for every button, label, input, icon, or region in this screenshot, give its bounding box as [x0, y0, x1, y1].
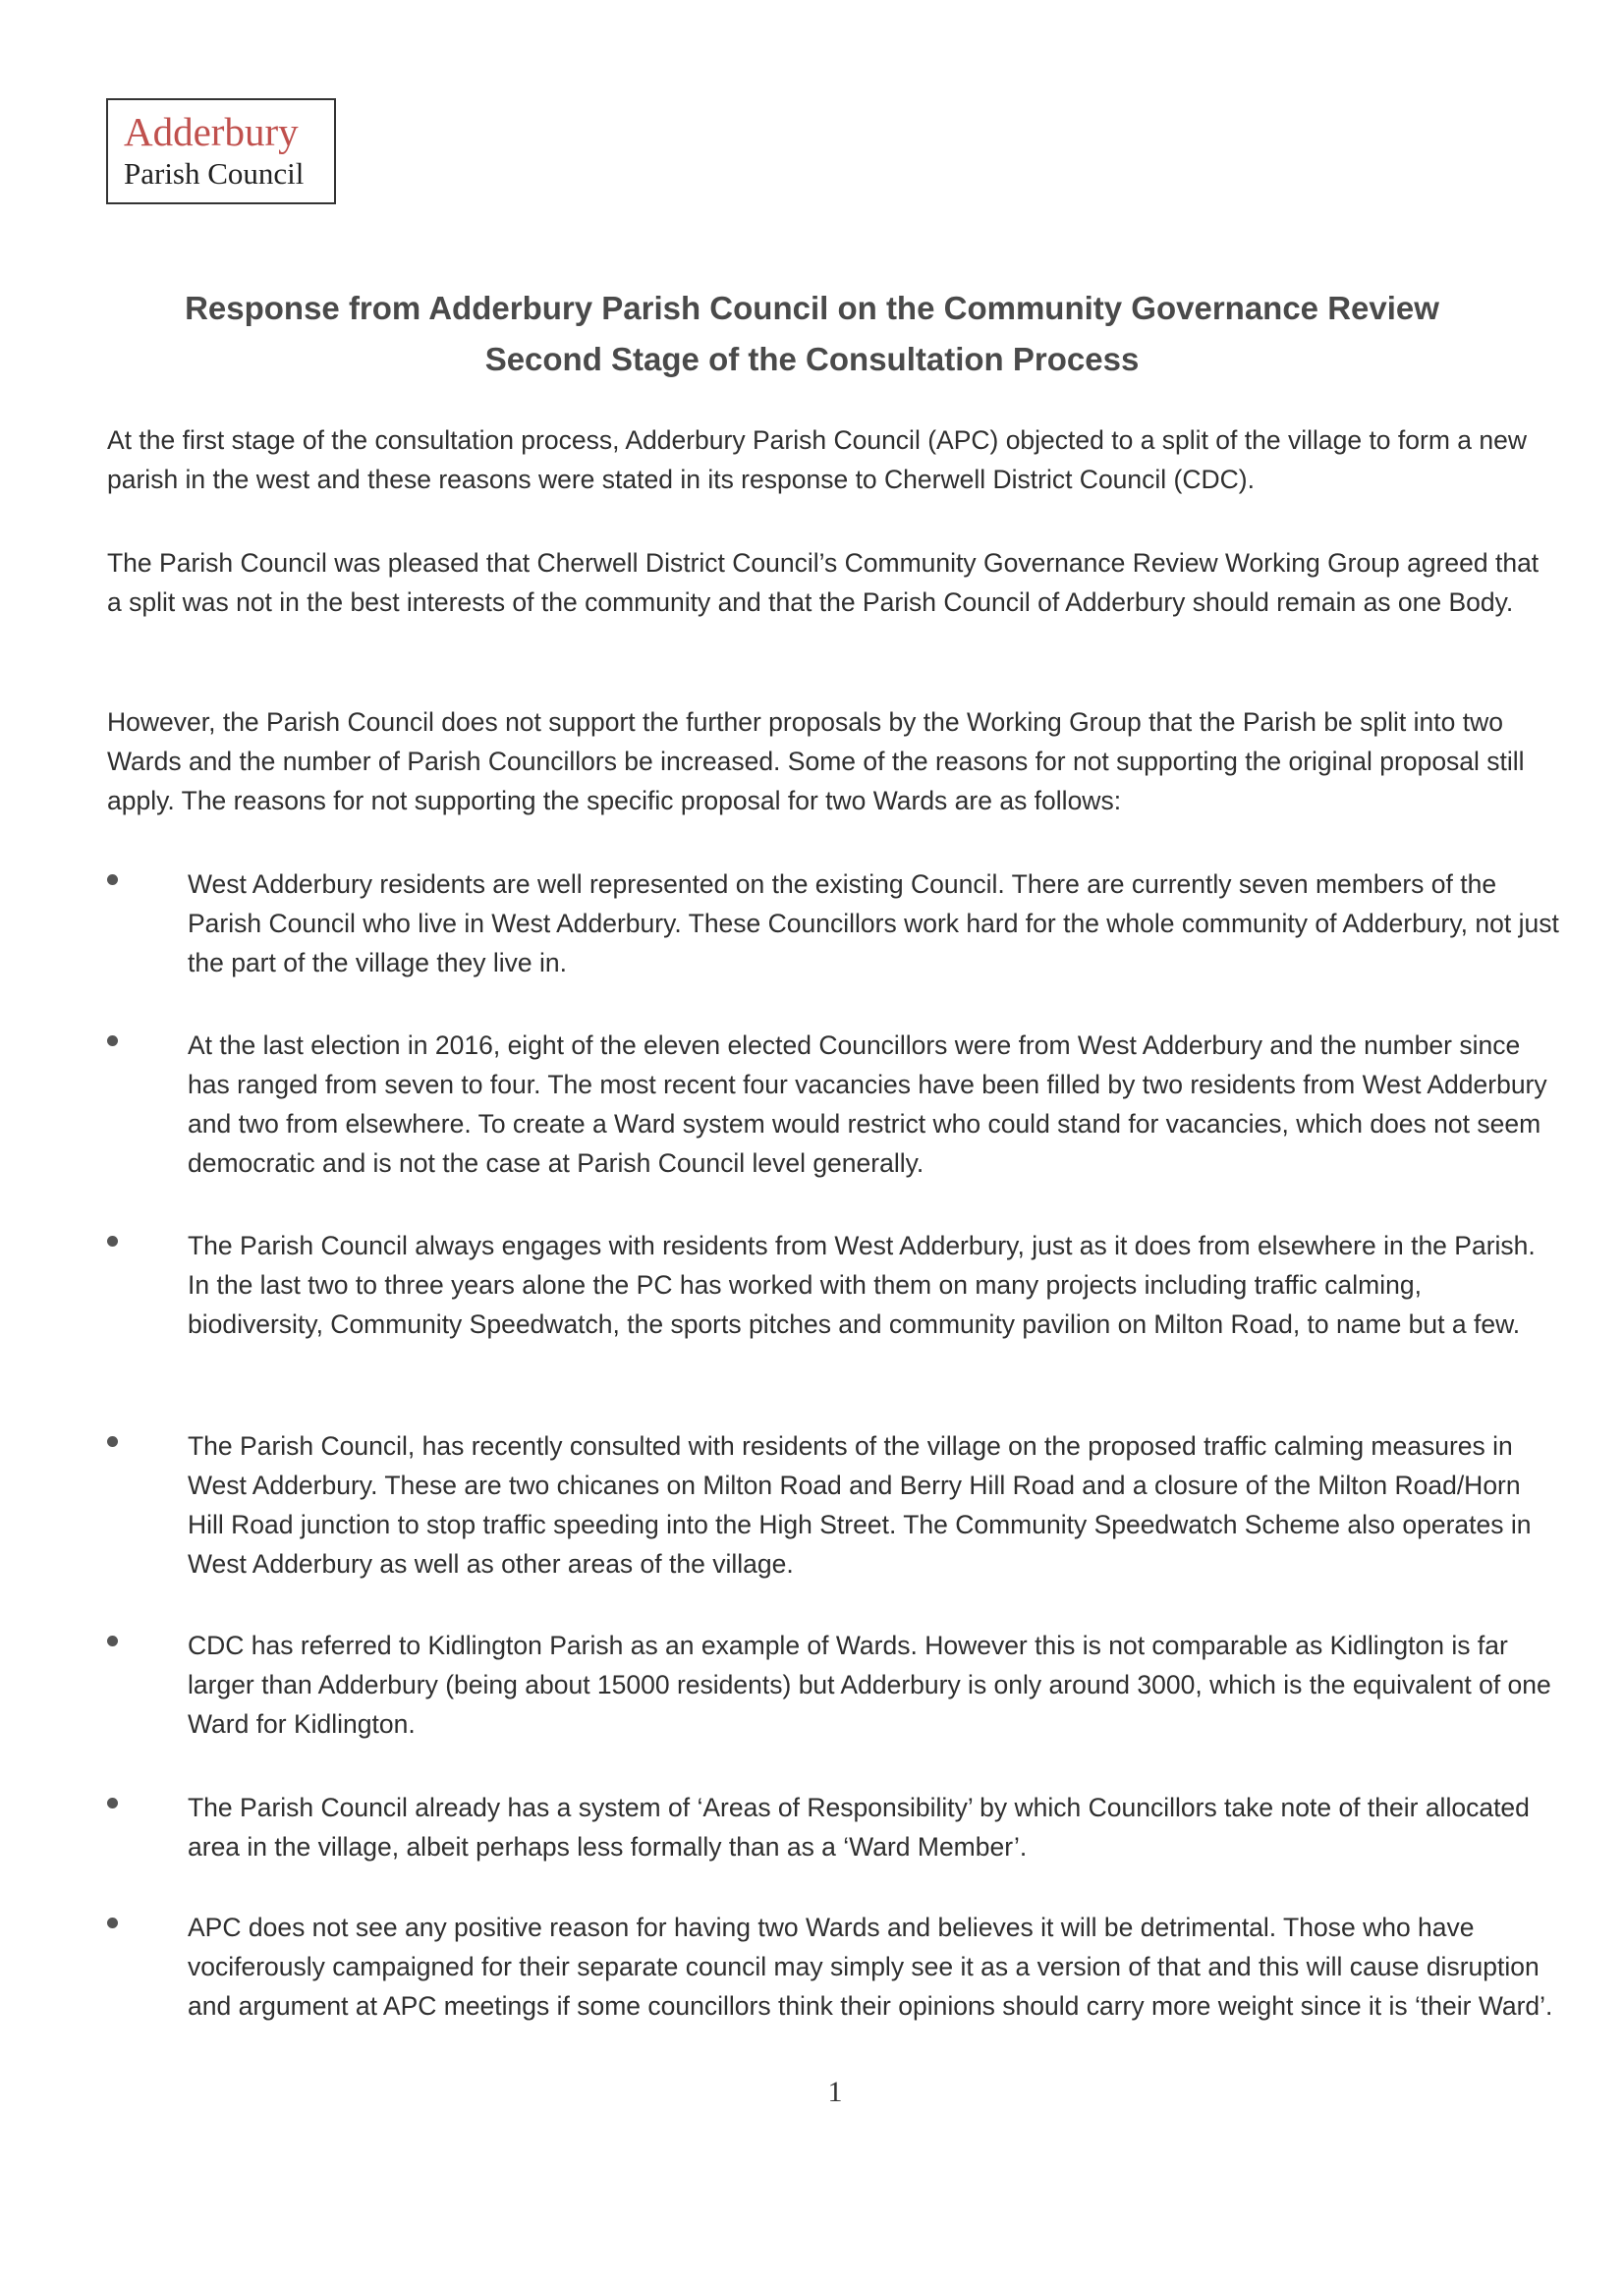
list-item-text: The Parish Council always engages with residents from West Adderbury, just as it does from elsewhere in the Parish. In the last two to three years alone the PC has worked with them on many projects including traffic calming, biodiversity, Community Speedwatch, the sports pitches and community pavilion on Milton Road, to name but a few.: [188, 1231, 1536, 1339]
paragraph-working-group: The Parish Council was pleased that Cherwell District Council’s Community Governance Review Working Group agreed that a split was not in the best interests of the community and that the Parish Council of Adderbury should remain as one Body.: [107, 548, 1540, 617]
list-item-text: APC does not see any positive reason for having two Wards and believes it will be detrimental. Those who have vociferously campaigned for their separate council may simply see it as a version of that and this will cause disruption and argument at APC meetings if some councillors think their opinions should carry more weight since it is ‘their Ward’.: [188, 1913, 1553, 2021]
page-number: 1: [827, 2076, 843, 2108]
document-title: [98, 283, 1526, 385]
bullet-icon: [107, 1436, 118, 1447]
logo-subtitle: Parish Council: [124, 156, 305, 191]
list-item-text: West Adderbury residents are well represented on the existing Council. There are currently seven members of the Parish Council who live in West Adderbury. These Councillors work hard for the whole community of Adderbury, not just the part of the village they live in.: [188, 869, 1559, 977]
bullet-icon: [107, 1798, 118, 1808]
bullet-icon: [107, 1636, 118, 1646]
bullet-icon: [107, 1236, 118, 1247]
title-line-1: Response from Adderbury Parish Council on the Community Governance Review: [185, 290, 1439, 326]
title-line-2: Second Stage of the Consultation Process: [484, 341, 1140, 377]
list-item-text: The Parish Council already has a system of ‘Areas of Responsibility’ by which Councillors take note of their allocated area in the village, albeit perhaps less formally than as a ‘Ward Member’.: [188, 1793, 1530, 1862]
bullet-icon: [107, 1035, 118, 1046]
paragraph-proposals: However, the Parish Council does not support the further proposals by the Working Group that the Parish be split into two Wards and the number of Parish Councillors be increased. Some of the reasons for not supporting the original proposal still apply. The reasons for not supporting the specific proposal for two Wards are as follows:: [107, 707, 1525, 815]
logo-name: Adderbury: [124, 109, 299, 154]
list-item-text: CDC has referred to Kidlington Parish as an example of Wards. However this is not comparable as Kidlington is far larger than Adderbury (being about 15000 residents) but Adderbury is only around 3000, which is the equivalent of one Ward for Kidlington.: [188, 1631, 1551, 1739]
paragraph-first-stage: At the first stage of the consultation process, Adderbury Parish Council (APC) objected to a split of the village to form a new parish in the west and these reasons were stated in its response to Cherwell District Council (CDC).: [107, 425, 1527, 494]
bullet-icon: [107, 874, 118, 885]
bullet-icon: [107, 1918, 118, 1928]
parish-council-logo: [106, 98, 336, 204]
list-item-text: The Parish Council, has recently consulted with residents of the village on the proposed traffic calming measures in West Adderbury. These are two chicanes on Milton Road and Berry Hill Road and a closure of the Milton Road/Horn Hill Road junction to stop traffic speeding into the High Street. The Community Speedwatch Scheme also operates in West Adderbury as well as other areas of the village.: [188, 1431, 1532, 1579]
list-item-text: At the last election in 2016, eight of the eleven elected Councillors were from West Adderbury and the number since has ranged from seven to four. The most recent four vacancies have been filled by two residents from West Adderbury and two from elsewhere. To create a Ward system would restrict who could stand for vacancies, which does not seem democratic and is not the case at Parish Council level generally.: [188, 1030, 1547, 1178]
